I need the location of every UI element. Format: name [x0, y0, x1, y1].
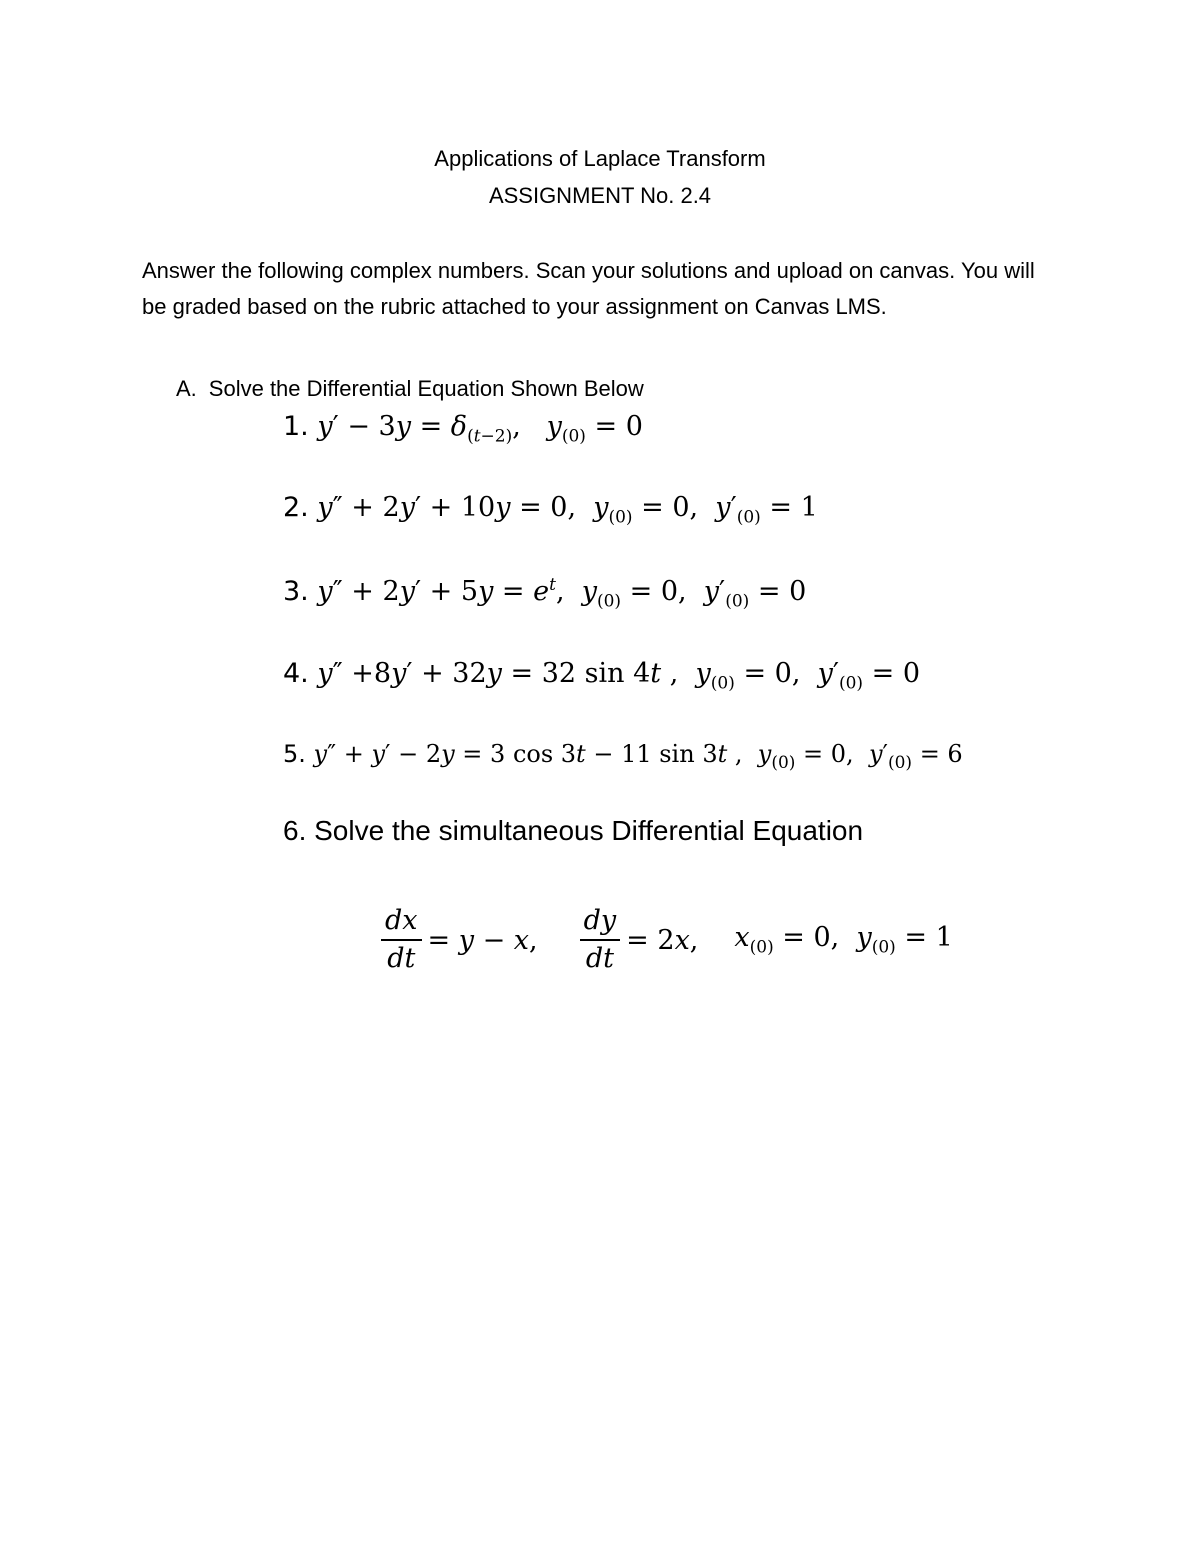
fraction-numerator: dy	[583, 905, 617, 936]
problem-5: 5. y″ + y′ − 2y = 3 cos 3t − 11 sin 3t , $y_{(0)} = 0$, $y'_{(0)} = 6$	[283, 740, 963, 773]
fraction-dx-dt	[381, 903, 422, 977]
section-label: Solve the Differential Equation Shown Below	[208, 376, 644, 401]
problem-6-label: 6. Solve the simultaneous Differential Equation	[283, 815, 864, 846]
equation-2-rhs: = 2x,	[626, 924, 699, 956]
instructions-paragraph: Answer the following complex numbers. Scan your solutions and upload on canvas. You will be graded based on the rubric attached to your assignment on Canvas LMS.	[142, 258, 1035, 319]
assignment-number: ASSIGNMENT No. 2.4	[488, 183, 712, 208]
problem-number: 5.	[283, 740, 306, 768]
equation-1-rhs: = y − x,	[427, 924, 538, 956]
initial-conditions: $x_{(0)} = 0$, $y_{(0)} = 1$	[734, 922, 953, 958]
section-letter: A.	[176, 376, 197, 401]
fraction-denominator: dt	[387, 943, 416, 974]
problem-2: 2. y″ + 2y′ + 10y = 0, $y_{(0)} = 0$, $y'_{(0)} = 1$	[283, 492, 818, 528]
problem-1: 1. $y' - 3y = \delta_{(t-2)}$, $y_{(0)} = 0$	[283, 411, 643, 447]
simultaneous-equations	[375, 895, 953, 985]
problem-number: 2.	[283, 492, 309, 523]
section-a-heading	[176, 376, 644, 402]
problem-number: 3.	[283, 576, 309, 607]
document-title: Applications of Laplace Transform	[434, 146, 766, 171]
problem-number: 1.	[283, 411, 309, 442]
problem-3: 3. $y'' + 2y' + 5y = e^t$, $y_{(0)} = 0$, $y'_{(0)} = 0$	[283, 575, 807, 612]
fraction-denominator: dt	[585, 943, 614, 974]
problem-4: 4. y″ +8y′ + 32y = 32 sin 4t , $y_{(0)} = 0$, $y'_{(0)} = 0$	[283, 658, 921, 694]
fraction-numerator: dx	[385, 905, 418, 936]
problem-number: 4.	[283, 658, 309, 689]
fraction-dy-dt	[580, 903, 621, 977]
